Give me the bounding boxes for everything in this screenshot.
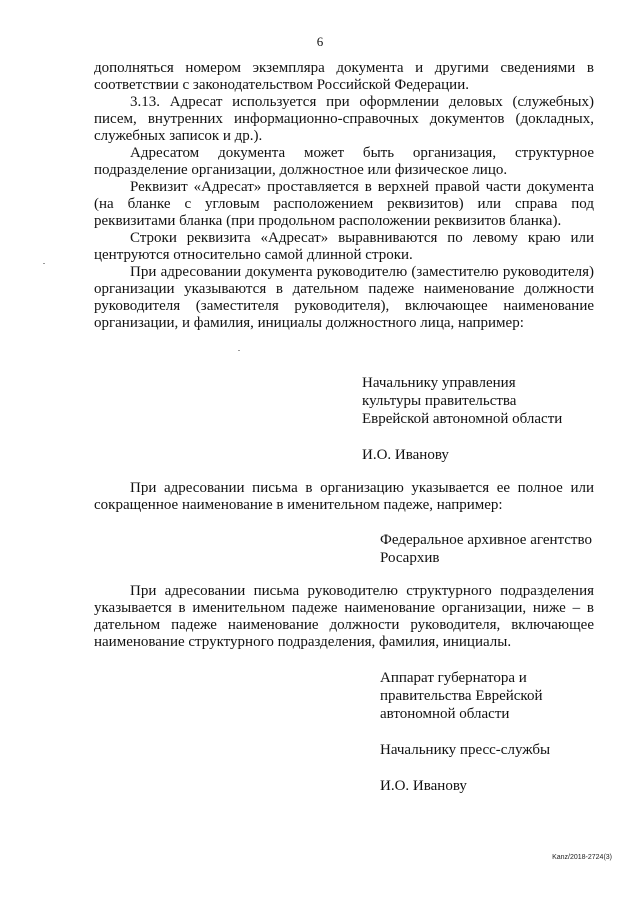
scan-speck xyxy=(238,350,240,351)
address-line: Еврейской автономной области xyxy=(362,411,563,427)
address-position: Начальнику пресс-службы xyxy=(380,742,551,758)
address-example-3 xyxy=(380,669,550,795)
paragraph-addressee-types: Адресатом документа может быть организация, структурное подразделение организации, должностное или физическое лицо. xyxy=(94,145,594,178)
paragraph-addressee-alignment: Строки реквизита «Адресат» выравниваются по левому краю или центруются относительно самой длинной строки. xyxy=(94,230,594,263)
address-line: Начальнику управления xyxy=(362,375,516,391)
address-line: культуры правительства xyxy=(362,393,517,409)
paragraph-continuation: дополняться номером экземпляра документа и другими сведениями в соответствии с законодательством Российской Федерации. xyxy=(94,60,594,93)
address-name: И.О. Иванову xyxy=(380,778,467,794)
address-line: Росархив xyxy=(380,550,440,566)
body-text-struct xyxy=(94,583,594,651)
scan-speck xyxy=(43,263,45,264)
paragraph-addressing-org: При адресовании письма в организацию указывается ее полное или сокращенное наименование в именительном падеже, например: xyxy=(94,480,594,513)
paragraph-addressing-head: При адресовании документа руководителю (заместителю руководителя) организации указываются в дательном падеже наименование должности руководителя (заместителя руководителя), включающее наименование организации, и фамилия, инициалы должностного лица, например: xyxy=(94,264,594,331)
paragraph-addressee-placement: Реквизит «Адресат» проставляется в верхней правой части документа (на бланке с угловым расположением реквизитов) или справа под реквизитами бланка (при продольном расположении реквизитов бланка). xyxy=(94,179,594,229)
paragraph-3-13: 3.13. Адресат используется при оформлении деловых (служебных) писем, внутренних информационно-справочных документов (докладных, служебных записок и др.). xyxy=(94,94,594,144)
address-line: Федеральное архивное агентство xyxy=(380,532,592,548)
address-line: Аппарат губернатора и xyxy=(380,670,527,686)
paragraph-addressing-struct: При адресовании письма руководителю структурного подразделения указывается в именительном падеже наименование организации, ниже – в дательном падеже наименование должности руководителя, включающее наименование структурного подразделения, фамилия, инициалы. xyxy=(94,583,594,650)
body-text-org xyxy=(94,480,594,514)
page-number: 6 xyxy=(316,34,324,49)
address-example-2 xyxy=(380,531,592,567)
address-example-1 xyxy=(362,374,562,464)
address-line: правительства Еврейской xyxy=(380,688,543,704)
address-name: И.О. Иванову xyxy=(362,447,449,463)
body-text-top xyxy=(94,60,594,332)
address-line: автономной области xyxy=(380,706,510,722)
footer-registration-code: Kanz/2018-2724(3) xyxy=(552,854,612,861)
